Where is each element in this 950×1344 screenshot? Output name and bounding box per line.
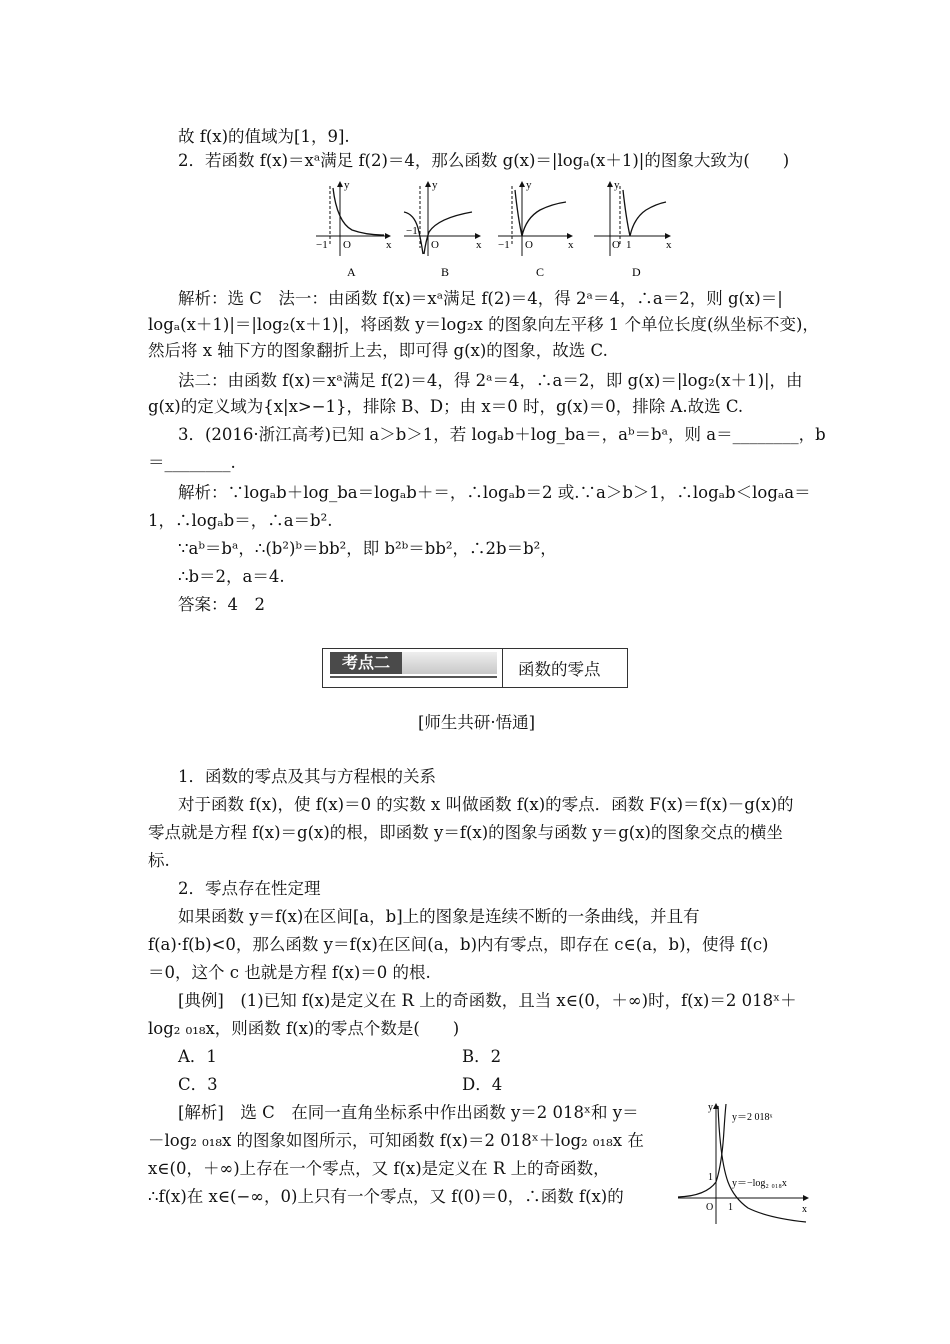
axis-x-label: x: [476, 239, 482, 251]
body-line: f(a)·f(b)<0，那么函数 y＝f(x)在区间(a，b)内有零点，即存在 c∈(a，b)，使得 f(c): [148, 935, 769, 954]
solution-line: 法二：由函数 f(x)＝xᵃ满足 f(2)＝4，得 2ᵃ＝4，∴a＝2，即 g(x)＝|log₂(x＋1)|，由: [178, 371, 803, 390]
axis-y-label: y: [432, 179, 438, 191]
section-tag-bar: [402, 652, 497, 674]
body-line: 零点就是方程 f(x)＝g(x)的根，即函数 y＝f(x)的图象与函数 y＝g(x)的图象交点的横坐: [148, 823, 783, 842]
options-figure: [310, 178, 690, 282]
section-header-divider: [502, 648, 503, 688]
curve-log-label: y＝−log₂ ₀₁₈x: [732, 1178, 787, 1189]
graph-d-label: D: [632, 265, 641, 279]
analysis-line: [解析] 选 C 在同一直角坐标系中作出函数 y＝2 018ˣ和 y＝: [178, 1103, 639, 1122]
origin-label: O: [431, 239, 439, 251]
axis-y-label: y: [526, 179, 532, 191]
origin-label: O: [343, 239, 351, 251]
solution-line: ∵aᵇ＝bᵃ，∴(b²)ᵇ＝bb²，即 b²ᵇ＝bb²，∴2b＝b²，: [178, 539, 557, 558]
graph-a: [316, 179, 392, 279]
example-line: [典例] (1)已知 f(x)是定义在 R 上的奇函数，且当 x∈(0，＋∞)时，f(x)＝2 018ˣ＋: [178, 991, 797, 1010]
solution-line: g(x)的定义域为{x|x>−1}，排除 B、D；由 x＝0 时，g(x)＝0，排除 A.故选 C.: [148, 397, 744, 416]
one-y-label: 1: [708, 1172, 713, 1183]
analysis-line: －log₂ ₀₁₈x 的图象如图所示，可知函数 f(x)＝2 018ˣ＋log₂ ₀₁₈x 在: [148, 1131, 644, 1150]
example-line: log₂ ₀₁₈x，则函数 f(x)的零点个数是( ): [148, 1019, 460, 1038]
one-x-label: 1: [728, 1202, 733, 1213]
neg-one-label: −1: [498, 239, 510, 251]
graph-c-label: C: [536, 265, 545, 279]
option-b: B．2: [462, 1047, 502, 1066]
question-3-cont: ＝________.: [148, 453, 236, 472]
graph-c: [498, 179, 574, 279]
option-c: C．3: [178, 1075, 218, 1094]
solution-line: 解析：选 C 法一：由函数 f(x)＝xᵃ满足 f(2)＝4，得 2ᵃ＝4，∴a＝2，则 g(x)＝|: [178, 289, 783, 308]
axis-x-label: x: [802, 1204, 807, 1215]
text-line: 故 f(x)的值域为[1，9].: [178, 127, 350, 146]
axis-x-label: x: [568, 239, 574, 251]
axis-x-label: x: [386, 239, 392, 251]
axis-x-label: x: [666, 239, 672, 251]
axis-y-label: y: [344, 179, 350, 191]
section-tag: 考点二: [330, 652, 402, 674]
option-a: A．1: [178, 1047, 217, 1066]
body-line: 如果函数 y＝f(x)在区间[a，b]上的图象是连续不断的一条曲线，并且有: [178, 907, 700, 926]
section-tag-underline: [330, 676, 497, 678]
solution-line: logₐ(x＋1)|＝|log₂(x＋1)|，将函数 y＝log₂x 的图象向左平移 1 个单位长度(纵坐标不变)，: [148, 315, 819, 334]
origin-label: O: [525, 239, 533, 251]
graph-a-label: A: [347, 265, 356, 279]
neg-one-label: −1: [316, 239, 328, 251]
solution-line: 1，∴logₐb＝，∴a＝b².: [148, 511, 333, 530]
neg-one-label: −1: [406, 225, 418, 237]
option-d: D．4: [462, 1075, 503, 1094]
solution-line: 解析：∵logₐb＋log_ba＝logₐb＋＝，∴logₐb＝2 或.∵a＞b＞1，∴logₐb＜logₐa＝: [178, 483, 811, 502]
one-label: 1: [626, 239, 632, 251]
axis-y-label: y: [708, 1102, 713, 1113]
analysis-line: ∴f(x)在 x∈(−∞，0)上只有一个零点，又 f(0)＝0，∴函数 f(x)的: [148, 1187, 624, 1206]
body-line: 对于函数 f(x)，使 f(x)＝0 的实数 x 叫做函数 f(x)的零点．函数 F(x)＝f(x)－g(x)的: [178, 795, 794, 814]
heading-1: 1．函数的零点及其与方程根的关系: [178, 767, 436, 786]
heading-2: 2．零点存在性定理: [178, 879, 321, 898]
origin-label: O: [612, 239, 620, 251]
graph-b: [404, 179, 482, 279]
solution-line: ∴b＝2，a＝4.: [178, 567, 285, 586]
question-2: 2．若函数 f(x)＝xᵃ满足 f(2)＝4，那么函数 g(x)＝|logₐ(x＋1)|的图象大致为( ): [178, 151, 790, 170]
graph-b-label: B: [441, 265, 450, 279]
answer-line: 答案：4 2: [178, 595, 265, 614]
axis-y-label: y: [614, 179, 620, 191]
solution-line: 然后将 x 轴下方的图象翻折上去，即可得 g(x)的图象，故选 C.: [148, 341, 608, 360]
section-title: 函数的零点: [518, 660, 601, 679]
body-line: ＝0，这个 c 也就是方程 f(x)＝0 的根.: [148, 963, 431, 982]
origin-label: O: [706, 1202, 714, 1213]
intersection-figure: [676, 1100, 816, 1230]
analysis-line: x∈(0，＋∞)上存在一个零点，又 f(x)是定义在 R 上的奇函数，: [148, 1159, 610, 1178]
question-3: 3．(2016·浙江高考)已知 a＞b＞1，若 logₐb＋log_ba＝，aᵇ＝bᵃ，则 a＝________，b: [178, 425, 826, 444]
section-subtitle: [师生共研·悟通]: [418, 713, 536, 732]
curve-exp-label: y＝2 018ˣ: [732, 1112, 773, 1123]
body-line: 标.: [148, 851, 170, 870]
graph-d: [594, 179, 672, 279]
